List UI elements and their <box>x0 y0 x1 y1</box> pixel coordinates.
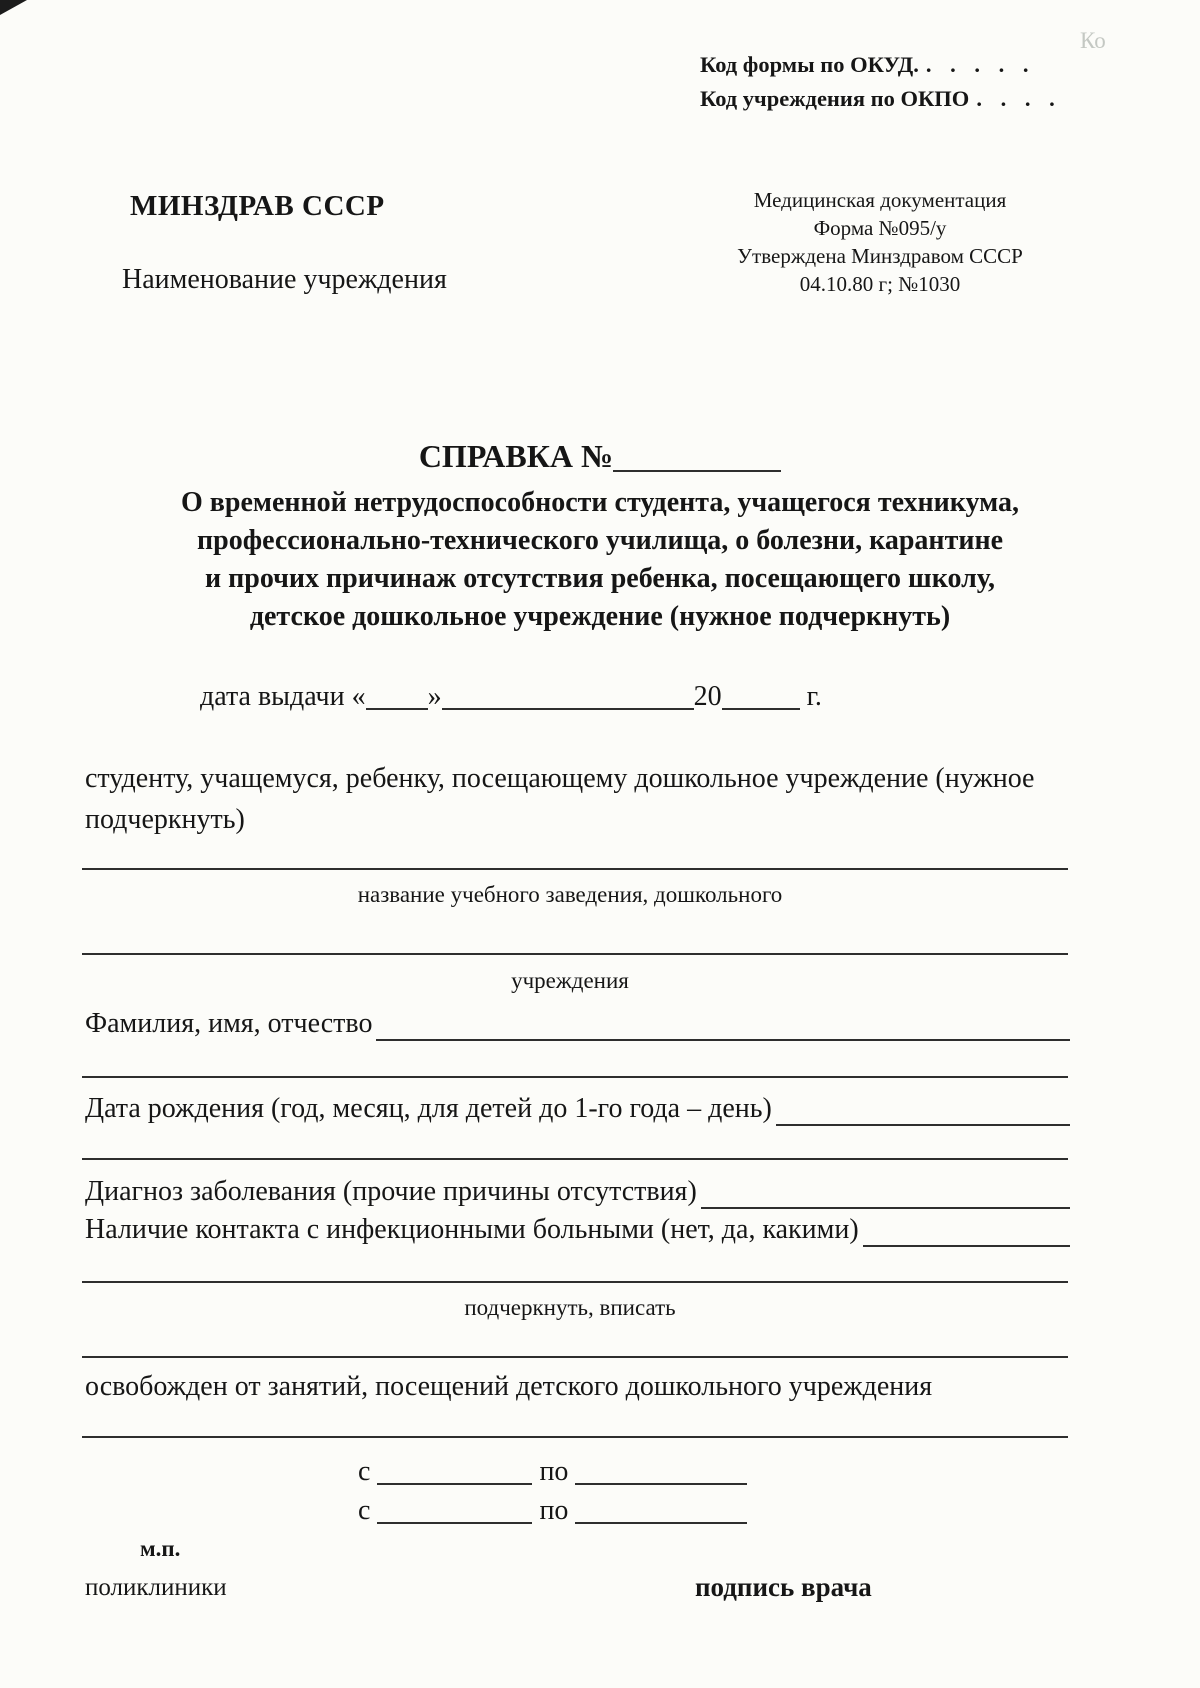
description-line-3: и прочих причинаж отсутствия ребенка, посещающего школу, <box>205 563 995 594</box>
issue-year-blank <box>722 680 800 710</box>
period-row-2 <box>358 1494 747 1527</box>
description-line-1: О временной нетрудоспособности студента, учащегося техникума, <box>181 487 1019 518</box>
okud-code-dots: . . . . . <box>925 52 1029 77</box>
okpo-code-dots: . . . . <box>976 86 1055 111</box>
field-birth-date-label: Дата рождения (год, месяц, для детей до 1-го года – день) <box>85 1093 772 1124</box>
period-row-1 <box>358 1455 747 1488</box>
institution-name-label: Наименование учреждения <box>122 264 447 295</box>
period-from-blank <box>377 1494 532 1524</box>
description-line-4: детское дошкольное учреждение (нужное подчеркнуть) <box>249 601 951 632</box>
issue-year-suffix: г. <box>806 681 822 712</box>
medical-documentation-block <box>693 186 1067 298</box>
ghost-text-fragment: Ко <box>1080 28 1106 53</box>
okud-code-line <box>700 48 1055 82</box>
period-from-label: с <box>358 1495 371 1526</box>
issue-month-blank <box>442 680 694 710</box>
doc-type-line: Медицинская документация <box>753 188 1007 212</box>
caption-underline-note: подчеркнуть, вписать <box>464 1295 676 1320</box>
form-line <box>82 1436 1068 1438</box>
approval-date-line: 04.10.80 г; №1030 <box>799 272 961 296</box>
period-to-label: по <box>539 1495 569 1526</box>
period-to-blank <box>575 1494 747 1524</box>
form-codes-block <box>700 48 1055 116</box>
field-birth-date <box>85 1093 1070 1125</box>
form-line <box>82 1076 1068 1078</box>
issue-date-line <box>200 680 822 713</box>
field-infection-contact <box>85 1214 1070 1246</box>
certificate-description <box>58 484 1142 636</box>
form-line <box>82 868 1068 870</box>
field-full-name-blank <box>376 1008 1070 1041</box>
stamp-place-label: м.п. <box>140 1536 181 1561</box>
certificate-title <box>0 438 1200 475</box>
caption-school-name: название учебного заведения, дошкольного <box>357 882 783 907</box>
form-line <box>82 1281 1068 1283</box>
caption-school-name-2: учреждения <box>511 968 629 993</box>
description-line-2: профессионально-технического училища, о болезни, карантине <box>196 525 1004 556</box>
form-number-line: Форма №095/у <box>813 216 947 240</box>
field-full-name-label: Фамилия, имя, отчество <box>85 1008 373 1039</box>
issue-date-label: дата выдачи « <box>200 681 366 712</box>
period-from-label: с <box>358 1456 371 1487</box>
period-to-label: по <box>539 1456 569 1487</box>
issue-day-blank <box>366 680 428 710</box>
field-infection-contact-blank <box>863 1214 1070 1247</box>
form-line <box>82 1356 1068 1358</box>
okpo-code-line <box>700 82 1055 116</box>
field-full-name <box>85 1008 1070 1040</box>
certificate-number-blank <box>613 438 781 472</box>
field-diagnosis-label: Диагноз заболевания (прочие причины отсутствия) <box>85 1176 697 1207</box>
certificate-title-text: СПРАВКА № <box>418 438 614 474</box>
field-diagnosis <box>85 1176 1070 1208</box>
period-from-blank <box>377 1455 532 1485</box>
release-statement: освобожден от занятий, посещений детского дошкольного учреждения <box>85 1371 933 1402</box>
field-diagnosis-blank <box>701 1176 1070 1209</box>
field-infection-contact-label: Наличие контакта с инфекционными больными (нет, да, какими) <box>85 1214 859 1245</box>
scan-artifact <box>0 0 27 15</box>
clinic-label: поликлиники <box>85 1574 227 1601</box>
issue-year-century: 20 <box>693 681 722 712</box>
doctor-signature-label: подпись врача <box>695 1572 872 1602</box>
okud-code-label: Код формы по ОКУД. <box>700 52 919 77</box>
issue-date-closing-quote: » <box>427 681 442 712</box>
form-line <box>82 953 1068 955</box>
form-line <box>82 1158 1068 1160</box>
approved-by-line: Утверждена Минздравом СССР <box>737 244 1023 268</box>
recipient-text: студенту, учащемуся, ребенку, посещающему дошкольное учреждение (нужное подчеркнуть) <box>85 763 1035 835</box>
field-birth-date-blank <box>776 1093 1070 1126</box>
okpo-code-label: Код учреждения по ОКПО <box>700 86 970 111</box>
period-to-blank <box>575 1455 747 1485</box>
ministry-name: МИНЗДРАВ СССР <box>130 190 385 222</box>
